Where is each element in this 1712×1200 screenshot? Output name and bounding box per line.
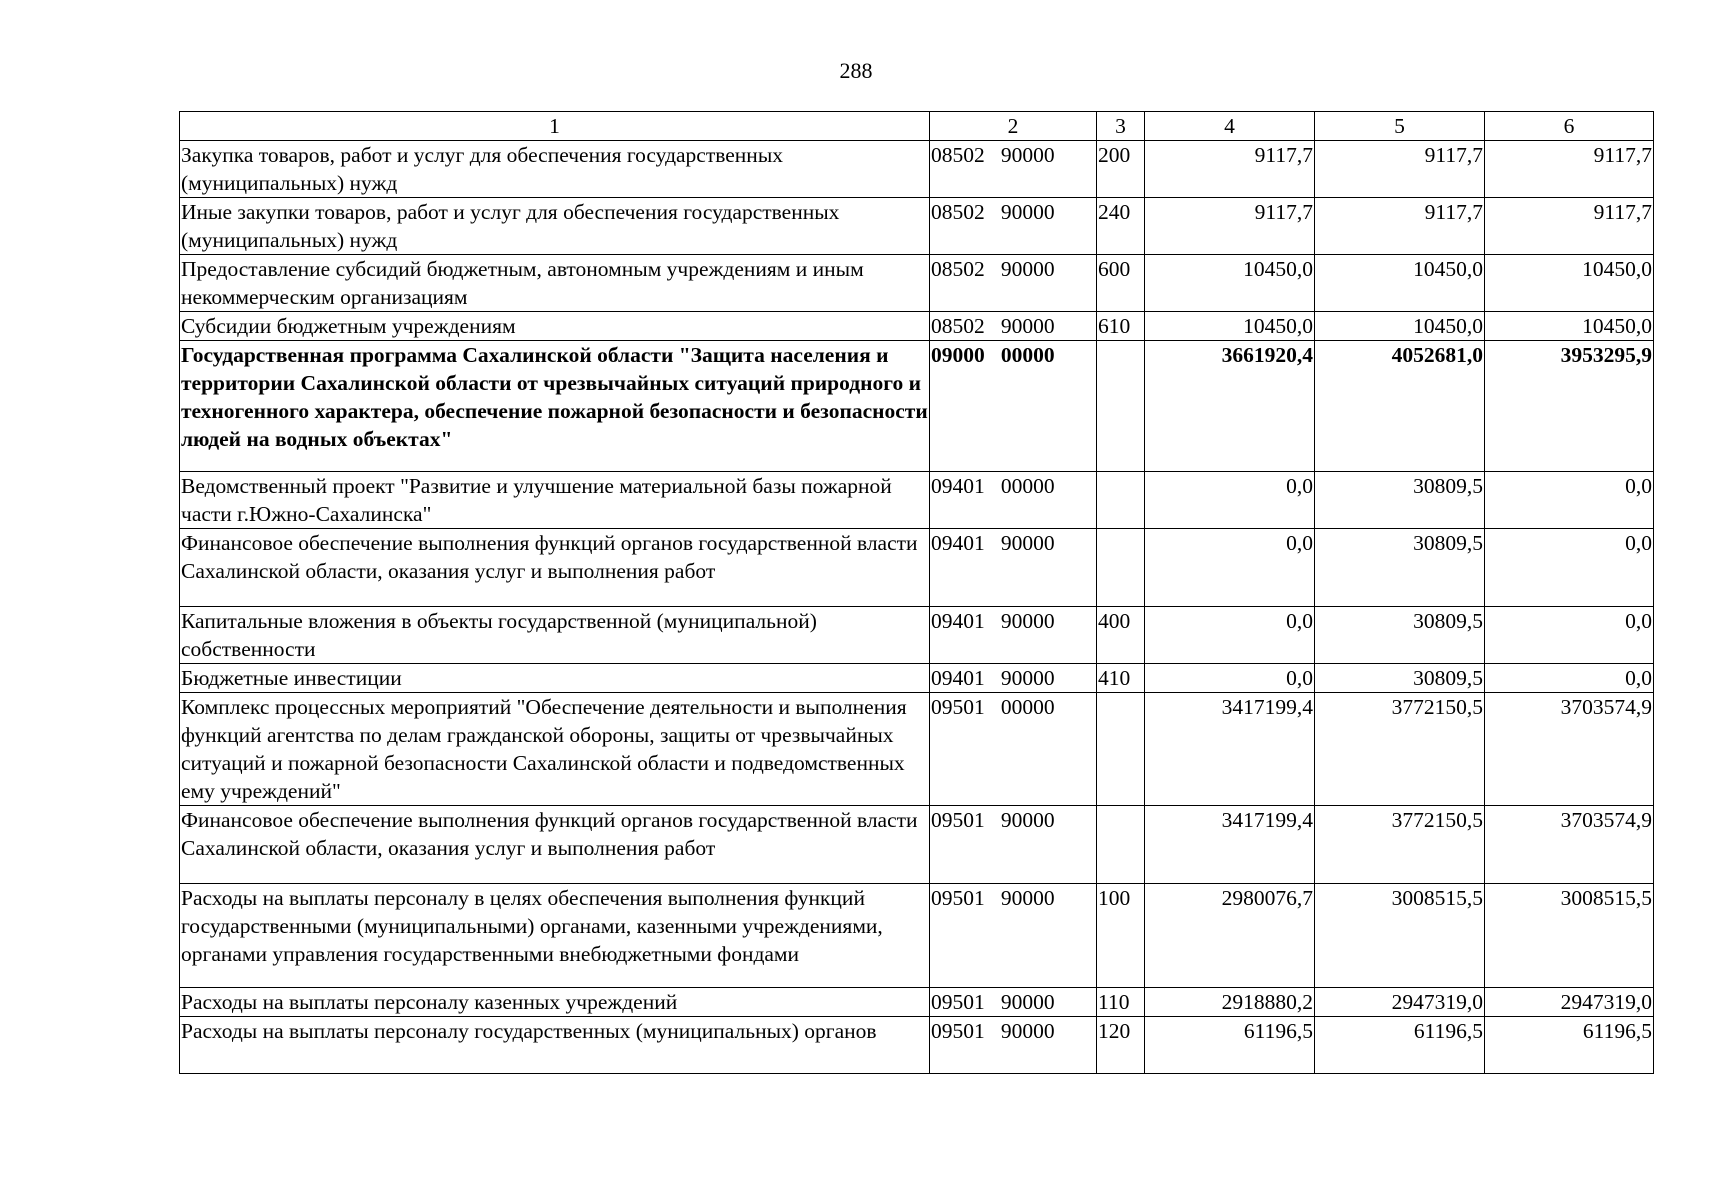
header-col-3: 3 xyxy=(1097,112,1145,141)
table-row xyxy=(180,988,1654,1017)
row-value-col4: 0,0 xyxy=(1145,664,1315,693)
row-code-cell: 09501 90000 xyxy=(930,1017,1097,1074)
row-code-cell: 08502 90000 xyxy=(930,198,1097,255)
row-value-col5: 61196,5 xyxy=(1315,1017,1485,1074)
header-col-5: 5 xyxy=(1315,112,1485,141)
row-name-cell: Закупка товаров, работ и услуг для обеспечения государственных (муниципальных) нужд xyxy=(180,141,930,198)
row-value-col6: 3703574,9 xyxy=(1485,693,1654,806)
row-code-cell: 09401 90000 xyxy=(930,607,1097,664)
row-value-col4: 0,0 xyxy=(1145,607,1315,664)
row-name-cell: Расходы на выплаты персоналу казенных учреждений xyxy=(180,988,930,1017)
row-type-cell: 100 xyxy=(1097,884,1145,988)
table-row xyxy=(180,312,1654,341)
row-name-cell: Капитальные вложения в объекты государственной (муниципальной) собственности xyxy=(180,607,930,664)
row-name-cell: Предоставление субсидий бюджетным, автономным учреждениям и иным некоммерческим организациям xyxy=(180,255,930,312)
row-name-cell: Финансовое обеспечение выполнения функций органов государственной власти Сахалинской области, оказания услуг и выполнения работ xyxy=(180,529,930,607)
row-value-col4: 10450,0 xyxy=(1145,312,1315,341)
row-type-cell: 610 xyxy=(1097,312,1145,341)
row-value-col6: 10450,0 xyxy=(1485,255,1654,312)
table-row xyxy=(180,472,1654,529)
row-type-cell: 120 xyxy=(1097,1017,1145,1074)
row-value-col4: 10450,0 xyxy=(1145,255,1315,312)
row-value-col5: 3008515,5 xyxy=(1315,884,1485,988)
page-number: 288 xyxy=(839,58,873,83)
row-value-col6: 0,0 xyxy=(1485,529,1654,607)
row-value-col6: 61196,5 xyxy=(1485,1017,1654,1074)
row-name-cell: Иные закупки товаров, работ и услуг для обеспечения государственных (муниципальных) нужд xyxy=(180,198,930,255)
table-row xyxy=(180,693,1654,806)
row-value-col4: 0,0 xyxy=(1145,529,1315,607)
row-type-cell xyxy=(1097,806,1145,884)
row-value-col5: 4052681,0 xyxy=(1315,341,1485,472)
row-type-cell: 240 xyxy=(1097,198,1145,255)
row-value-col4: 0,0 xyxy=(1145,472,1315,529)
row-value-col6: 0,0 xyxy=(1485,664,1654,693)
row-type-cell: 410 xyxy=(1097,664,1145,693)
row-value-col6: 10450,0 xyxy=(1485,312,1654,341)
row-value-col4: 9117,7 xyxy=(1145,198,1315,255)
row-value-col6: 3703574,9 xyxy=(1485,806,1654,884)
row-value-col5: 30809,5 xyxy=(1315,664,1485,693)
row-name-cell: Расходы на выплаты персоналу в целях обеспечения выполнения функций государственными (муниципальными) органами, казенными учреждениями, органами управления государственными внебюджетными фондами xyxy=(180,884,930,988)
row-type-cell: 600 xyxy=(1097,255,1145,312)
row-code-cell: 08502 90000 xyxy=(930,141,1097,198)
row-value-col4: 3417199,4 xyxy=(1145,693,1315,806)
table-row xyxy=(180,607,1654,664)
table-row xyxy=(180,141,1654,198)
row-value-col5: 9117,7 xyxy=(1315,198,1485,255)
row-code-cell: 09501 00000 xyxy=(930,693,1097,806)
row-name-cell: Расходы на выплаты персоналу государственных (муниципальных) органов xyxy=(180,1017,930,1074)
row-value-col6: 3953295,9 xyxy=(1485,341,1654,472)
row-value-col6: 2947319,0 xyxy=(1485,988,1654,1017)
row-code-cell: 09501 90000 xyxy=(930,884,1097,988)
row-name-cell: Бюджетные инвестиции xyxy=(180,664,930,693)
budget-table xyxy=(179,111,1654,1074)
row-code-cell: 09401 90000 xyxy=(930,529,1097,607)
row-type-cell xyxy=(1097,341,1145,472)
row-value-col5: 3772150,5 xyxy=(1315,693,1485,806)
row-value-col5: 10450,0 xyxy=(1315,312,1485,341)
row-value-col4: 61196,5 xyxy=(1145,1017,1315,1074)
row-value-col4: 2980076,7 xyxy=(1145,884,1315,988)
row-value-col4: 9117,7 xyxy=(1145,141,1315,198)
row-name-cell: Субсидии бюджетным учреждениям xyxy=(180,312,930,341)
row-value-col5: 3772150,5 xyxy=(1315,806,1485,884)
table-row xyxy=(180,341,1654,472)
table-row xyxy=(180,1017,1654,1074)
row-value-col6: 9117,7 xyxy=(1485,141,1654,198)
table-row xyxy=(180,884,1654,988)
row-value-col4: 3661920,4 xyxy=(1145,341,1315,472)
header-col-6: 6 xyxy=(1485,112,1654,141)
row-value-col5: 30809,5 xyxy=(1315,529,1485,607)
table-row xyxy=(180,198,1654,255)
row-name-cell: Государственная программа Сахалинской области "Защита населения и территории Сахалинской области от чрезвычайных ситуаций природного и техногенного характера, обеспечение пожарной безопасности и безопасности людей на водных объектах" xyxy=(180,341,930,472)
row-value-col5: 10450,0 xyxy=(1315,255,1485,312)
row-name-cell: Финансовое обеспечение выполнения функций органов государственной власти Сахалинской области, оказания услуг и выполнения работ xyxy=(180,806,930,884)
row-type-cell xyxy=(1097,693,1145,806)
table-row xyxy=(180,664,1654,693)
row-value-col6: 0,0 xyxy=(1485,607,1654,664)
row-name-cell: Ведомственный проект "Развитие и улучшение материальной базы пожарной части г.Южно-Сахалинска" xyxy=(180,472,930,529)
row-code-cell: 08502 90000 xyxy=(930,312,1097,341)
row-type-cell xyxy=(1097,529,1145,607)
row-value-col4: 2918880,2 xyxy=(1145,988,1315,1017)
row-value-col4: 3417199,4 xyxy=(1145,806,1315,884)
row-value-col6: 3008515,5 xyxy=(1485,884,1654,988)
row-name-cell: Комплекс процессных мероприятий "Обеспечение деятельности и выполнения функций агентства по делам гражданской обороны, защиты от чрезвычайных ситуаций и пожарной безопасности Сахалинской области и подведомственных ему учреждений" xyxy=(180,693,930,806)
row-value-col5: 9117,7 xyxy=(1315,141,1485,198)
row-code-cell: 09501 90000 xyxy=(930,806,1097,884)
header-col-4: 4 xyxy=(1145,112,1315,141)
row-code-cell: 09000 00000 xyxy=(930,341,1097,472)
row-value-col5: 30809,5 xyxy=(1315,472,1485,529)
row-type-cell: 400 xyxy=(1097,607,1145,664)
table-row xyxy=(180,529,1654,607)
table-row xyxy=(180,255,1654,312)
row-type-cell: 110 xyxy=(1097,988,1145,1017)
header-col-2: 2 xyxy=(930,112,1097,141)
row-value-col6: 9117,7 xyxy=(1485,198,1654,255)
row-type-cell: 200 xyxy=(1097,141,1145,198)
table-row xyxy=(180,806,1654,884)
row-value-col6: 0,0 xyxy=(1485,472,1654,529)
row-value-col5: 2947319,0 xyxy=(1315,988,1485,1017)
row-code-cell: 09401 00000 xyxy=(930,472,1097,529)
row-code-cell: 09401 90000 xyxy=(930,664,1097,693)
row-code-cell: 09501 90000 xyxy=(930,988,1097,1017)
header-col-1: 1 xyxy=(180,112,930,141)
table-body xyxy=(180,141,1654,1074)
row-code-cell: 08502 90000 xyxy=(930,255,1097,312)
table-header-row xyxy=(180,112,1654,141)
row-value-col5: 30809,5 xyxy=(1315,607,1485,664)
row-type-cell xyxy=(1097,472,1145,529)
